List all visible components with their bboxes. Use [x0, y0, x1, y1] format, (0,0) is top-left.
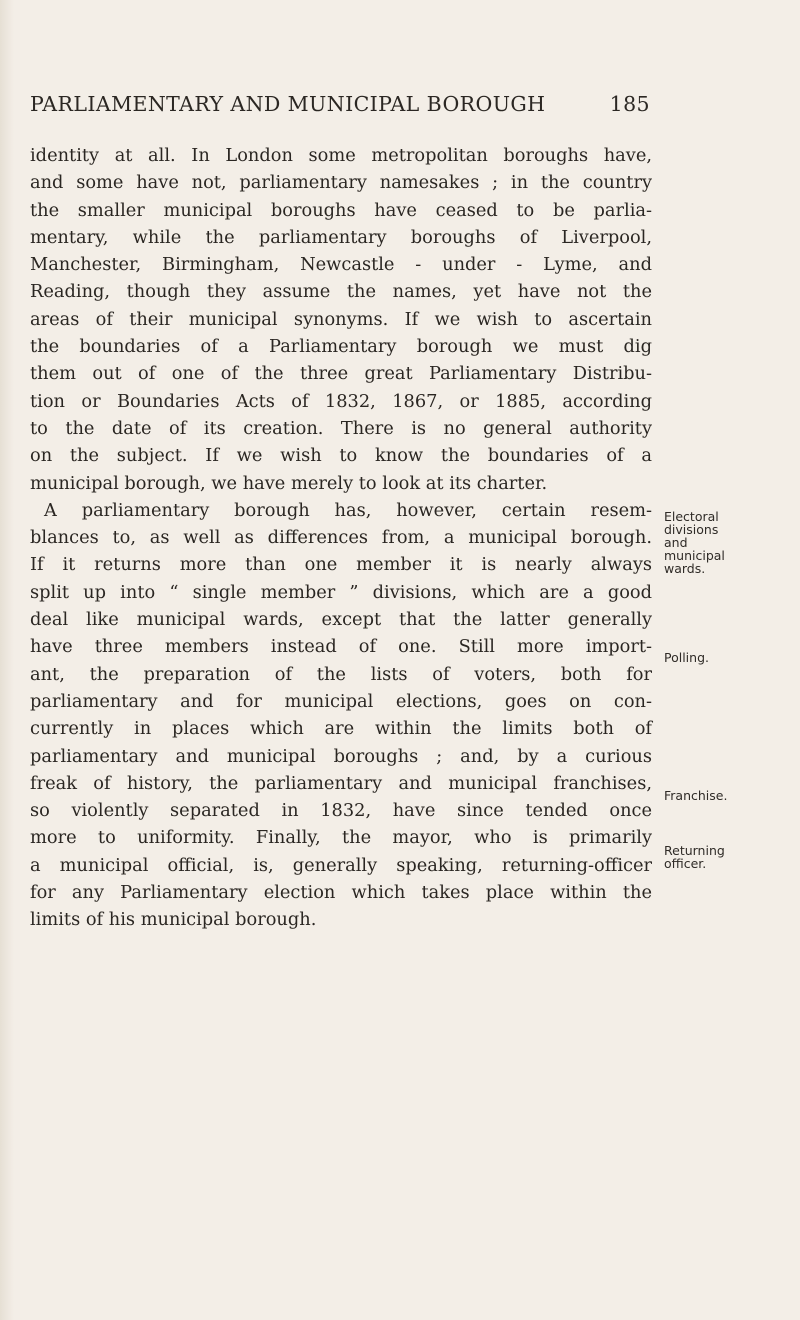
margin-note-line: divisions [664, 522, 719, 537]
text-line: A parliamentary borough has, however, certain resem- [44, 499, 652, 521]
margin-note-line: Returning [664, 843, 725, 858]
text-line: If it returns more than one member it is nearly always [30, 554, 652, 576]
text-line: limits of his municipal borough. [30, 909, 317, 931]
margin-note-line: wards. [664, 561, 706, 576]
margin-note-franchise [664, 789, 794, 802]
margin-note-line: Franchise. [664, 788, 728, 803]
text-line: to the date of its creation. There is no general authority [30, 417, 652, 439]
text-line: so violently separated in 1832, have since tended once [30, 800, 652, 822]
text-line: the boundaries of a Parliamentary borough we must dig [30, 336, 652, 358]
margin-note-line: municipal [664, 548, 725, 563]
running-head-title: PARLIAMENTARY AND MUNICIPAL BOROUGH [30, 92, 546, 116]
text-line: blances to, as well as differences from, a municipal borough. [30, 527, 652, 549]
page-number: 185 [609, 92, 650, 116]
margin-note-returning-officer [664, 844, 794, 870]
text-line: mentary, while the parliamentary boroughs of Liverpool, [30, 226, 652, 248]
text-line: have three members instead of one. Still more import- [30, 636, 652, 658]
text-line: more to uniformity. Finally, the mayor, who is primarily [30, 827, 652, 849]
text-line: Reading, though they assume the names, yet have not the [30, 281, 652, 303]
text-line: identity at all. In London some metropolitan boroughs have, [30, 145, 652, 166]
text-line: for any Parliamentary election which takes place within the [30, 882, 652, 904]
text-line: deal like municipal wards, except that the latter generally [30, 609, 652, 631]
margin-note-line: and [664, 535, 688, 550]
text-line: a municipal official, is, generally speaking, returning-officer [30, 854, 652, 876]
margin-note-electoral-divisions [664, 510, 794, 575]
running-head [30, 92, 650, 116]
body-text [30, 142, 652, 934]
text-line: parliamentary and for municipal elections, goes on con- [30, 690, 652, 712]
margin-note-line: officer. [664, 856, 707, 871]
text-line: split up into “ single member ” divisions, which are a good [30, 581, 652, 603]
text-line: on the subject. If we wish to know the boundaries of a [30, 445, 652, 467]
margin-note-line: Polling. [664, 650, 709, 665]
page-edge [0, 0, 14, 1320]
text-line: currently in places which are within the limits both of [30, 718, 652, 740]
text-line: freak of history, the parliamentary and municipal franchises, [30, 772, 652, 794]
text-line: areas of their municipal synonyms. If we wish to ascertain [30, 308, 652, 330]
margin-note-polling [664, 651, 794, 664]
margin-note-line: Electoral [664, 509, 719, 524]
text-line: parliamentary and municipal boroughs ; and, by a curious [30, 745, 652, 767]
text-line: municipal borough, we have merely to look at its charter. [30, 472, 548, 494]
text-line: Manchester, Birmingham, Newcastle - under - Lyme, and [30, 254, 652, 276]
text-line: them out of one of the three great Parliamentary Distribu- [30, 363, 652, 385]
text-line: the smaller municipal boroughs have ceased to be parlia- [30, 199, 652, 221]
text-line: ant, the preparation of the lists of voters, both for [30, 663, 652, 685]
text-line: and some have not, parliamentary namesakes ; in the country [30, 172, 652, 194]
text-line: tion or Boundaries Acts of 1832, 1867, or 1885, according [30, 390, 652, 412]
